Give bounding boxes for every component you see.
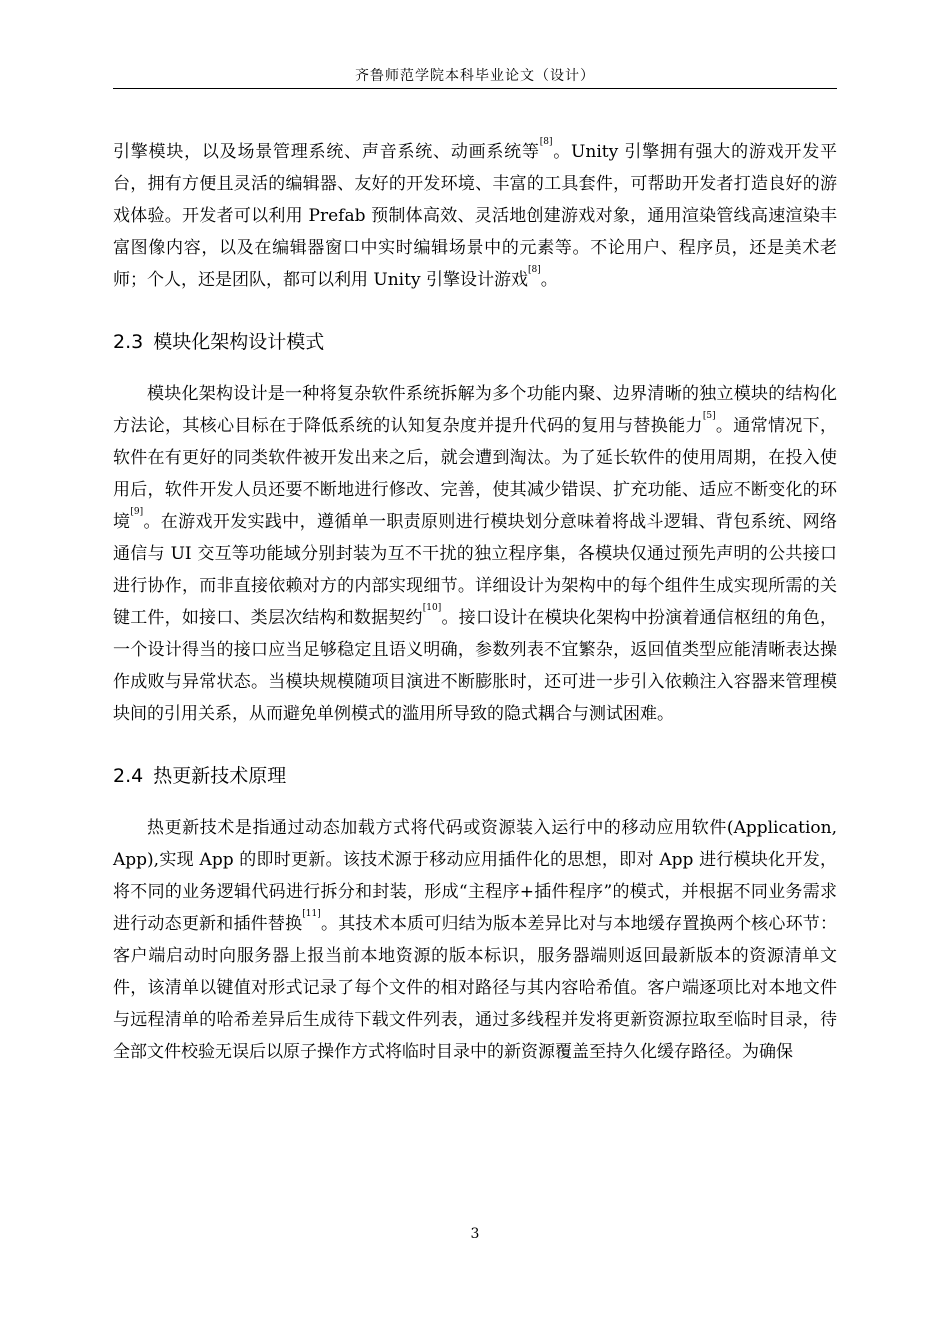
- text-run: 。在游戏开发实践中，遵循单一职责原则进行模块划分意味着将战斗逻辑、背包系统、网络通信与 UI 交互等功能域分别封装为互不干扰的独立程序集，各模块仅通过预先声明的公共接口进行协作，而非直接依赖对方的内部实现细节。详细设计为架构中的每个组件生成实现所需的关键工件，如接口、类层次结构和数据契约: [113, 512, 838, 628]
- running-header: 齐鲁师范学院本科毕业论文（设计）: [355, 68, 595, 84]
- section-number: 2.3: [113, 331, 144, 353]
- section-title: 模块化架构设计模式: [153, 331, 325, 353]
- page-body: [113, 136, 837, 1068]
- text-run: 。其技术本质可归结为版本差异比对与本地缓存置换两个核心环节：客户端启动时向服务器上报当前本地资源的版本标识，服务器端则返回最新版本的资源清单文件，该清单以键值对形式记录了每个文件的相对路径与其内容哈希值。客户端逐项比对本地文件与远程清单的哈希差异后生成待下载文件列表，通过多线程并发将更新资源拉取至临时目录，待全部文件校验无误后以原子操作方式将临时目录中的新资源覆盖至持久化缓存路径。为确保: [113, 914, 838, 1062]
- section-heading-2-4: [113, 762, 837, 790]
- text-run: 。通常情况下，软件在有更好的同类软件被开发出来之后，就会遭到淘汰。为了延长软件的使用周期，在投入使用后，软件开发人员还要不断地进行修改、完善，使其减少错误、扩充功能、适应不断变化的环境: [113, 416, 838, 532]
- citation-ref: [8]: [527, 265, 541, 275]
- citation-ref: [5]: [702, 411, 716, 421]
- section-title: 热更新技术原理: [153, 765, 287, 787]
- page-number: 3: [470, 1226, 480, 1242]
- body-paragraph: [113, 378, 837, 730]
- text-run: 。接口设计在模块化架构中扮演着通信枢纽的角色，一个设计得当的接口应当足够稳定且语义明确，参数列表不宜繁杂，返回值类型应能清晰表达操作成败与异常状态。当模块规模随项目演进不断膨胀时，还可进一步引入依赖注入容器来管理模块间的引用关系，从而避免单例模式的滥用所导致的隐式耦合与测试困难。: [113, 608, 838, 724]
- text-run: 热更新技术是指通过动态加载方式将代码或资源装入运行中的移动应用软件(Application, App),实现 App 的即时更新。该技术源于移动应用插件化的思想，即对 App 进行模块化开发，将不同的业务逻辑代码进行拆分和封装，形成“主程序+插件程序”的模式，并根据不同业务需求进行动态更新和插件替换: [113, 818, 837, 934]
- body-paragraph: [113, 812, 837, 1068]
- citation-ref: [8]: [539, 137, 553, 147]
- text-run: 。Unity 引擎拥有强大的游戏开发平台，拥有方便且灵活的编辑器、友好的开发环境、丰富的工具套件，可帮助开发者打造良好的游戏体验。开发者可以利用 Prefab 预制体高效、灵活地创建游戏对象，通用渲染管线高速渲染丰富图像内容，以及在编辑器窗口中实时编辑场景中的元素等。不论用户、程序员，还是美术老师；个人，还是团队，都可以利用 Unity 引擎设计游戏: [113, 142, 837, 290]
- text-run: 引擎模块，以及场景管理系统、声音系统、动画系统等: [113, 142, 540, 162]
- text-run: 。: [540, 270, 558, 290]
- citation-ref: [10]: [422, 603, 442, 613]
- header-rule: [113, 88, 837, 89]
- section-heading-2-3: [113, 328, 837, 356]
- citation-ref: [9]: [130, 507, 144, 517]
- text-run: 模块化架构设计是一种将复杂软件系统拆解为多个功能内聚、边界清晰的独立模块的结构化方法论，其核心目标在于降低系统的认知复杂度并提升代码的复用与替换能力: [113, 384, 837, 436]
- body-paragraph: [113, 136, 837, 296]
- citation-ref: [11]: [302, 909, 321, 919]
- section-number: 2.4: [113, 765, 144, 787]
